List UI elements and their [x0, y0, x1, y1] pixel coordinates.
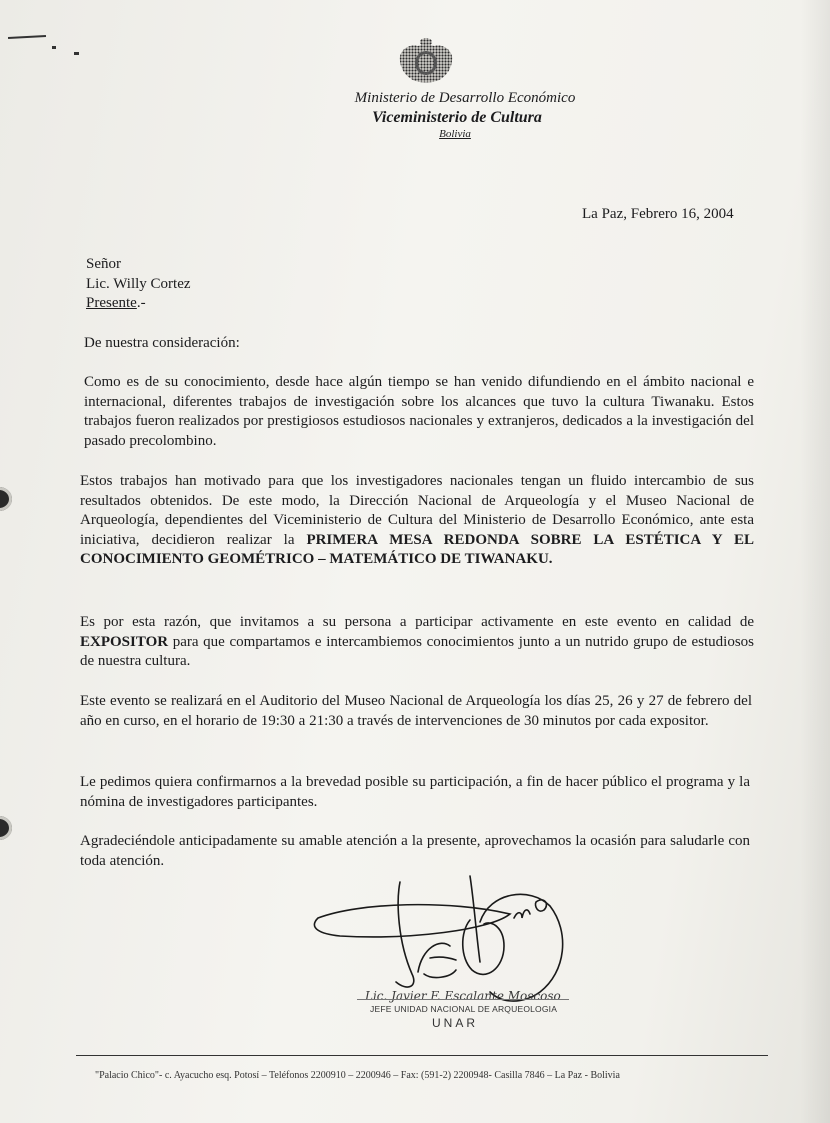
- event-title: PRIMERA MESA REDONDA SOBRE LA ESTÉTICA Y EL CONOCIMIENTO GEOMÉTRICO – MATEMÁTICO DE TIWANAKU.: [80, 531, 755, 568]
- pen-mark: [74, 52, 79, 55]
- paragraph-confirmation: Le pedimos quiera confirmarnos a la brevedad posible su participación, a fin de hacer público el programa y la nómina de investigadores participantes.: [80, 774, 750, 810]
- paragraph-initiative-text: Estos trabajos han motivado para que los investigadores nacionales tengan un fluido intercambio de sus resultados obtenidos. De este modo, la Dirección Nacional de Arqueología y el Museo Nacional de Arqueología, dependientes del Viceministerio de Cultura del Ministerio de Desarrollo Económico, ante esta iniciativa, decidieron realizar la: [80, 473, 754, 548]
- paragraph-closing: Agradeciéndole anticipadamente su amable atención a la presente, aprovechamos la ocasión para saludarle con toda atención.: [80, 833, 750, 869]
- pen-mark: [8, 35, 46, 39]
- paragraph-initiative: [80, 472, 754, 570]
- recipient-name: Lic. Willy Cortez: [86, 276, 191, 292]
- role-expositor: EXPOSITOR: [80, 633, 169, 650]
- paragraph-intro: Como es de su conocimiento, desde hace algún tiempo se han venido difundiendo en el ámbito nacional e internacional, diferentes trabajos de investigación sobre los alcances que tuvo la cultura Tiwanaku. Estos trabajos fueron realizados por prestigiosos estudiosos nacionales y extranjeros, dedicados a la investigación del pasado precolombino.: [84, 374, 754, 449]
- paragraph-invitation: [80, 613, 754, 672]
- presente-word: Presente: [86, 295, 137, 311]
- coat-of-arms-icon: [396, 36, 456, 88]
- signatory-unit: UNAR: [432, 1016, 479, 1030]
- page-edge-shadow: [800, 0, 830, 1123]
- date-line: La Paz, Febrero 16, 2004: [582, 206, 734, 222]
- letterhead-vice-ministry: Viceministerio de Cultura: [372, 109, 542, 126]
- recipient-presente: [86, 295, 146, 312]
- greeting: De nuestra consideración:: [84, 335, 240, 351]
- presente-suffix: .-: [136, 295, 146, 311]
- invitation-text-after: para que compartamos e intercambiemos conocimientos junto a un nutrido grupo de estudiosos de nuestra cultura.: [80, 633, 755, 670]
- invitation-text-before: Es por esta razón, que invitamos a su persona a participar activamente en este evento en calidad de: [80, 614, 754, 630]
- binder-hole: [0, 487, 12, 511]
- footer-divider: [76, 1055, 768, 1056]
- signatory-name: Lic. Javier F. Escalante Moscoso: [365, 989, 561, 1003]
- letterhead-ministry: Ministerio de Desarrollo Económico: [354, 90, 576, 106]
- signatory-title: JEFE UNIDAD NACIONAL DE ARQUEOLOGIA: [370, 1004, 558, 1014]
- letterhead-country: Bolivia: [439, 128, 471, 140]
- recipient-salutation: Señor: [86, 256, 121, 272]
- pen-mark: [52, 46, 56, 49]
- footer-address: "Palacio Chico"- c. Ayacucho esq. Potosí – Teléfonos 2200910 – 2200946 – Fax: (591-2) 2200948- Casilla 7846 – La Paz - Bolivia: [95, 1070, 620, 1081]
- binder-hole: [0, 816, 12, 840]
- paragraph-schedule: Este evento se realizará en el Auditorio del Museo Nacional de Arqueología los días 25, 26 y 27 de febrero del año en curso, en el horario de 19:30 a 21:30 a través de intervenciones de 30 minutos por cada expositor.: [80, 693, 752, 729]
